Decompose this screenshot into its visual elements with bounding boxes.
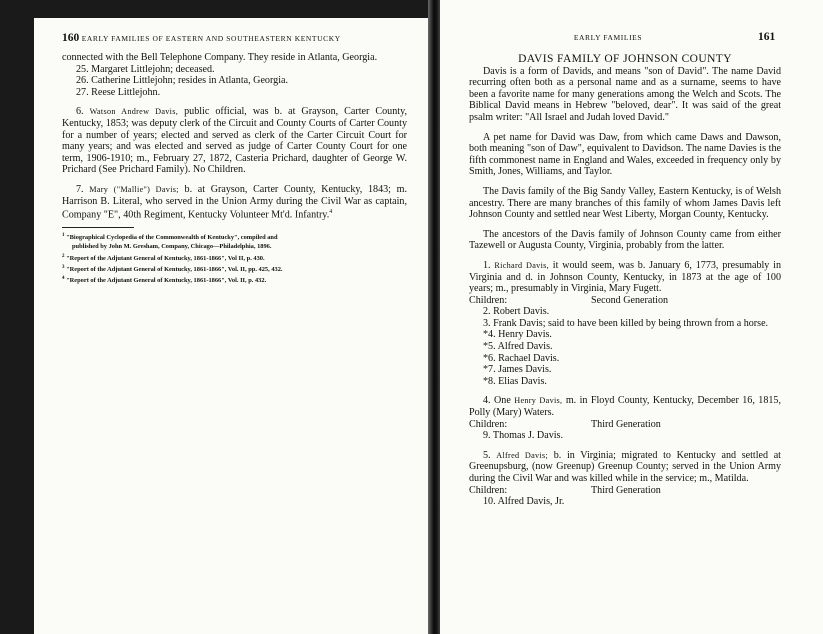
generation-heading-2	[469, 295, 781, 307]
entry-text: it would seem, was b. January 6, 1773, presumably in Virginia and d. in Johnson County, Kentucky, in 1873 at the age of 100 years; m., presumably in Virginia, Mary Fugett.	[469, 259, 781, 295]
list-item: 9. Thomas J. Davis.	[483, 430, 564, 442]
entry-name: Watson Andrew Davis,	[89, 107, 179, 117]
running-head-left	[62, 32, 341, 44]
footnote-rule	[62, 227, 134, 228]
generation-label: Third Generation	[591, 418, 661, 430]
list-item: 2. Robert Davis.	[483, 306, 550, 318]
entry-number: 5.	[483, 449, 491, 461]
children-list-gen2	[469, 306, 781, 387]
generation-label: Second Generation	[591, 294, 669, 306]
footnote-ref: 4	[329, 209, 333, 216]
footnote-continuation: published by John M. Gresham, Company, Chicago—Philadelphia, 1896.	[72, 243, 272, 251]
footnote-text: "Biographical Cyclopedia of the Commonwealth of Kentucky", compiled and	[66, 234, 278, 242]
intro-paragraphs	[469, 66, 781, 252]
entry-name: Henry Davis,	[514, 396, 563, 406]
footnote	[62, 275, 407, 285]
intro-paragraph: The Davis family of the Big Sandy Valley, Eastern Kentucky, is of Welsh ancestry. There are many branches of this family of whom James Davis left Johnson County and settled near West Liberty, Morgan County, Kentucky.	[469, 185, 781, 221]
children-list-gen3b	[469, 496, 781, 508]
intro-paragraph: connected with the Bell Telephone Company. They reside in Atlanta, Georgia.	[62, 52, 378, 63]
footnote-mark: 3	[62, 264, 65, 270]
right-page	[440, 0, 823, 634]
children-list-gen3a	[469, 430, 781, 442]
list-item: *5. Alfred Davis.	[483, 341, 553, 353]
entry-text: b. at Grayson, Carter County, Kentucky, 1843; m. Harrison B. Literal, who served in the Union Army during the Civil War as captain, Company "E", 40th Regiment, Kentucky Volunteer Mt'd. Infantry.	[62, 183, 407, 221]
entry-number: 7.	[76, 183, 84, 195]
children-label: Children:	[469, 294, 508, 306]
intro-paragraph: The ancestors of the Davis family of Johnson County came from either Tazewell or Augusta County, Virginia, probably from the latter.	[469, 228, 781, 252]
intro-paragraph: A pet name for David was Daw, from which came Daws and Dawson, both meaning "son of Daw", equivalent to Davidson. The name Davies is the fifth commonest name in England and Wales, exceeded in frequency only by Smith, Jones, Williams, and Taylor.	[469, 131, 781, 178]
intro-paragraph: Davis is a form of Davids, and means "son of David". The name David recurring often both as a personal name and as a surname, seems to have been a favorite name for many generations among the Welch and Scots. The Biblical David means in Hebrew "beloved, dear". It was said of the great psalm writer: "All Israel and Judah loved David."	[469, 65, 781, 123]
footnote	[62, 232, 407, 242]
paragraph-7	[62, 184, 407, 221]
list-item: 25. Margaret Littlejohn; deceased.	[76, 63, 215, 75]
entry-text: m. in Floyd County, Kentucky, December 16, 1815, Polly (Mary) Waters.	[469, 395, 781, 419]
paragraph-1	[469, 260, 781, 295]
list-item: 27. Reese Littlejohn.	[76, 86, 161, 98]
list-item: *4. Henry Davis.	[483, 329, 552, 341]
paragraph-5	[469, 450, 781, 485]
footnote-mark: 1	[62, 233, 65, 239]
page-number-right: 161	[758, 31, 776, 43]
footnote	[62, 264, 407, 274]
list-item: 3. Frank Davis; said to have been killed by being thrown from a horse.	[483, 317, 769, 329]
entry-number: 6.	[76, 106, 84, 118]
left-page	[34, 18, 430, 634]
footnote	[62, 253, 407, 263]
generation-label: Third Generation	[591, 484, 661, 496]
entry-name: Alfred Davis;	[496, 450, 549, 460]
entry-number: 1.	[483, 259, 491, 271]
footnote-text: "Report of the Adjutant General of Kentucky, 1861-1866", Vol II, p. 430.	[66, 254, 265, 262]
entry-text: b. in Virginia; migrated to Kentucky and settled at Greenupsburg, (now Greenup) Greenup County; served in the Union Army during the Civil War and was killed while in the service; m., Matilda.	[469, 449, 781, 484]
footnote-mark: 2	[62, 253, 65, 259]
list-item: *7. James Davis.	[483, 364, 552, 376]
children-label: Children:	[469, 418, 508, 430]
paragraph-4	[469, 395, 781, 418]
entry-text: public official, was b. at Grayson, Carter County, Kentucky, 1853; was deputy clerk of the Circuit and County Courts of Carter County for a number of years; elected and served as clerk of the Carter Circuit Court for many years; and was elected and served as judge of Carter County Court for one term, 1906-1910; m., February 27, 1872, Casteria Prichard, daughter of George W. Prichard (See Prichard Family). No Children.	[62, 106, 407, 176]
children-list	[62, 64, 407, 99]
entry-number: 4. One	[483, 395, 511, 407]
list-item: *8. Elias Davis.	[483, 375, 547, 387]
running-head-text: EARLY FAMILIES OF EASTERN AND SOUTHEASTERN KENTUCKY	[81, 34, 341, 43]
generation-heading-3a	[469, 419, 781, 431]
generation-heading-3b	[469, 485, 781, 497]
running-head-right: EARLY FAMILIES	[573, 33, 643, 42]
entry-name: Richard Davis,	[494, 260, 549, 270]
paragraph-6	[62, 106, 407, 176]
children-label: Children:	[469, 484, 508, 496]
page-number-left: 160	[62, 32, 80, 44]
list-item: *6. Rachael Davis.	[483, 352, 560, 364]
right-body	[469, 54, 781, 508]
footnotes	[62, 232, 407, 286]
footnote-text: "Report of the Adjutant General of Kentucky, 1861-1866", Vol. II, pp. 425, 432.	[66, 266, 283, 274]
entry-name: Mary ("Mallie") Davis;	[89, 184, 179, 194]
left-body	[62, 52, 407, 287]
list-item: 10. Alfred Davis, Jr.	[483, 496, 565, 508]
page-title: DAVIS FAMILY OF JOHNSON COUNTY	[518, 53, 732, 65]
list-item: 26. Catherine Littlejohn; resides in Atlanta, Georgia.	[76, 75, 289, 87]
footnote-mark: 4	[62, 276, 65, 282]
footnote-text: "Report of the Adjutant General of Kentucky, 1861-1866", Vol. II, p. 432.	[66, 277, 267, 285]
